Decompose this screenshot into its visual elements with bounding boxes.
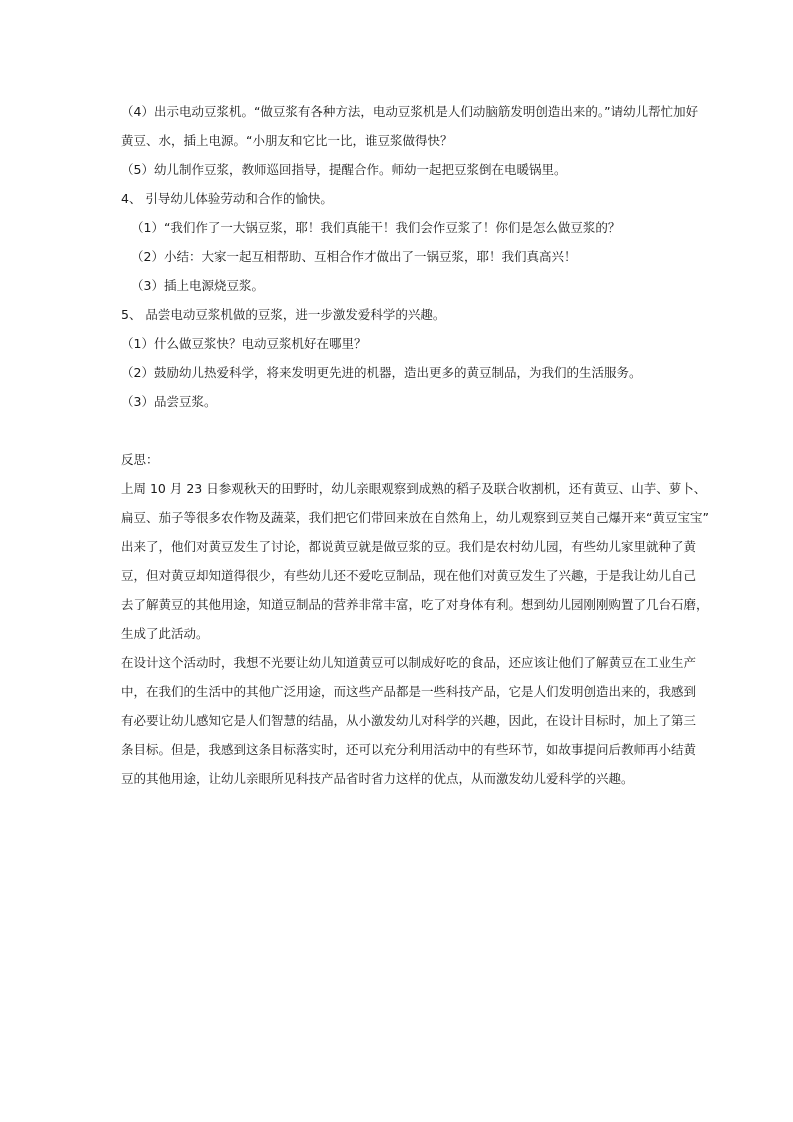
reflection-para1-line: 生成了此活动。	[121, 626, 209, 641]
step-5-item1: （1）什么做豆浆快？电动豆浆机好在哪里？	[121, 336, 367, 351]
step-4-heading: 4、 引导幼儿体验劳动和合作的愉快。	[121, 191, 333, 206]
step4-item5: （5）幼儿制作豆浆，教师巡回指导，提醒合作。师幼一起把豆浆倒在电暖锅里。	[121, 162, 567, 177]
reflection-para1-line: 上周 10 月 23 日参观秋天的田野时，幼儿亲眼观察到成熟的稻子及联合收割机，还有黄豆、山芋、萝卜、	[121, 481, 707, 496]
step-5-item2: （2）鼓励幼儿热爱科学，将来发明更先进的机器，造出更多的黄豆制品，为我们的生活服务。	[121, 365, 642, 380]
reflection-para1-line: 扁豆、茄子等很多农作物及蔬菜，我们把它们带回来放在自然角上，幼儿观察到豆荚自己爆开来“黄豆宝宝”	[121, 510, 709, 525]
reflection-heading: 反思：	[121, 452, 159, 467]
step-5-heading: 5、 品尝电动豆浆机做的豆浆，进一步激发爱科学的兴趣。	[121, 307, 446, 322]
step-4-item3: （3）插上电源烧豆浆。	[131, 278, 264, 293]
reflection-para2-line: 有必要让幼儿感知它是人们智慧的结晶，从小激发幼儿对科学的兴趣，因此，在设计目标时，加上了第三	[121, 713, 697, 728]
step4-item4-line2: 黄豆、水，插上电源。“小朋友和它比一比，谁豆浆做得快？	[121, 133, 453, 148]
step4-item4-line1: （4）出示电动豆浆机。“做豆浆有各种方法，电动豆浆机是人们动脑筋发明创造出来的。”请幼儿帮忙加好	[121, 104, 699, 119]
reflection-para2-line: 中，在我们的生活中的其他广泛用途，而这些产品都是一些科技产品，它是人们发明创造出来的，我感到	[121, 684, 697, 699]
step-5-item3: （3）品尝豆浆。	[121, 394, 217, 409]
step-4-item2: （2）小结：大家一起互相帮助、互相合作才做出了一锅豆浆，耶！我们真高兴！	[131, 249, 577, 264]
step-4-item1: （1）“我们作了一大锅豆浆，耶！我们真能干！我们会作豆浆了！你们是怎么做豆浆的？	[131, 220, 621, 235]
reflection-para2-line: 豆的其他用途，让幼儿亲眼所见科技产品省时省力这样的优点，从而激发幼儿爱科学的兴趣。	[121, 771, 634, 786]
reflection-para2-line: 在设计这个活动时，我想不光要让幼儿知道黄豆可以制成好吃的食品，还应该让他们了解黄豆在工业生产	[121, 655, 697, 670]
reflection-para1-line: 出来了，他们对黄豆发生了讨论，都说黄豆就是做豆浆的豆。我们是农村幼儿园，有些幼儿家里就种了黄	[121, 539, 697, 554]
reflection-para1-line: 去了解黄豆的其他用途，知道豆制品的营养非常丰富，吃了对身体有利。想到幼儿园刚刚购置了几台石磨，	[121, 597, 709, 612]
reflection-para2-line: 条目标。但是，我感到这条目标落实时，还可以充分利用活动中的有些环节，如故事提问后教师再小结黄	[121, 742, 697, 757]
reflection-para1-line: 豆，但对黄豆却知道得很少，有些幼儿还不爱吃豆制品，现在他们对黄豆发生了兴趣，于是我让幼儿自己	[121, 568, 697, 583]
